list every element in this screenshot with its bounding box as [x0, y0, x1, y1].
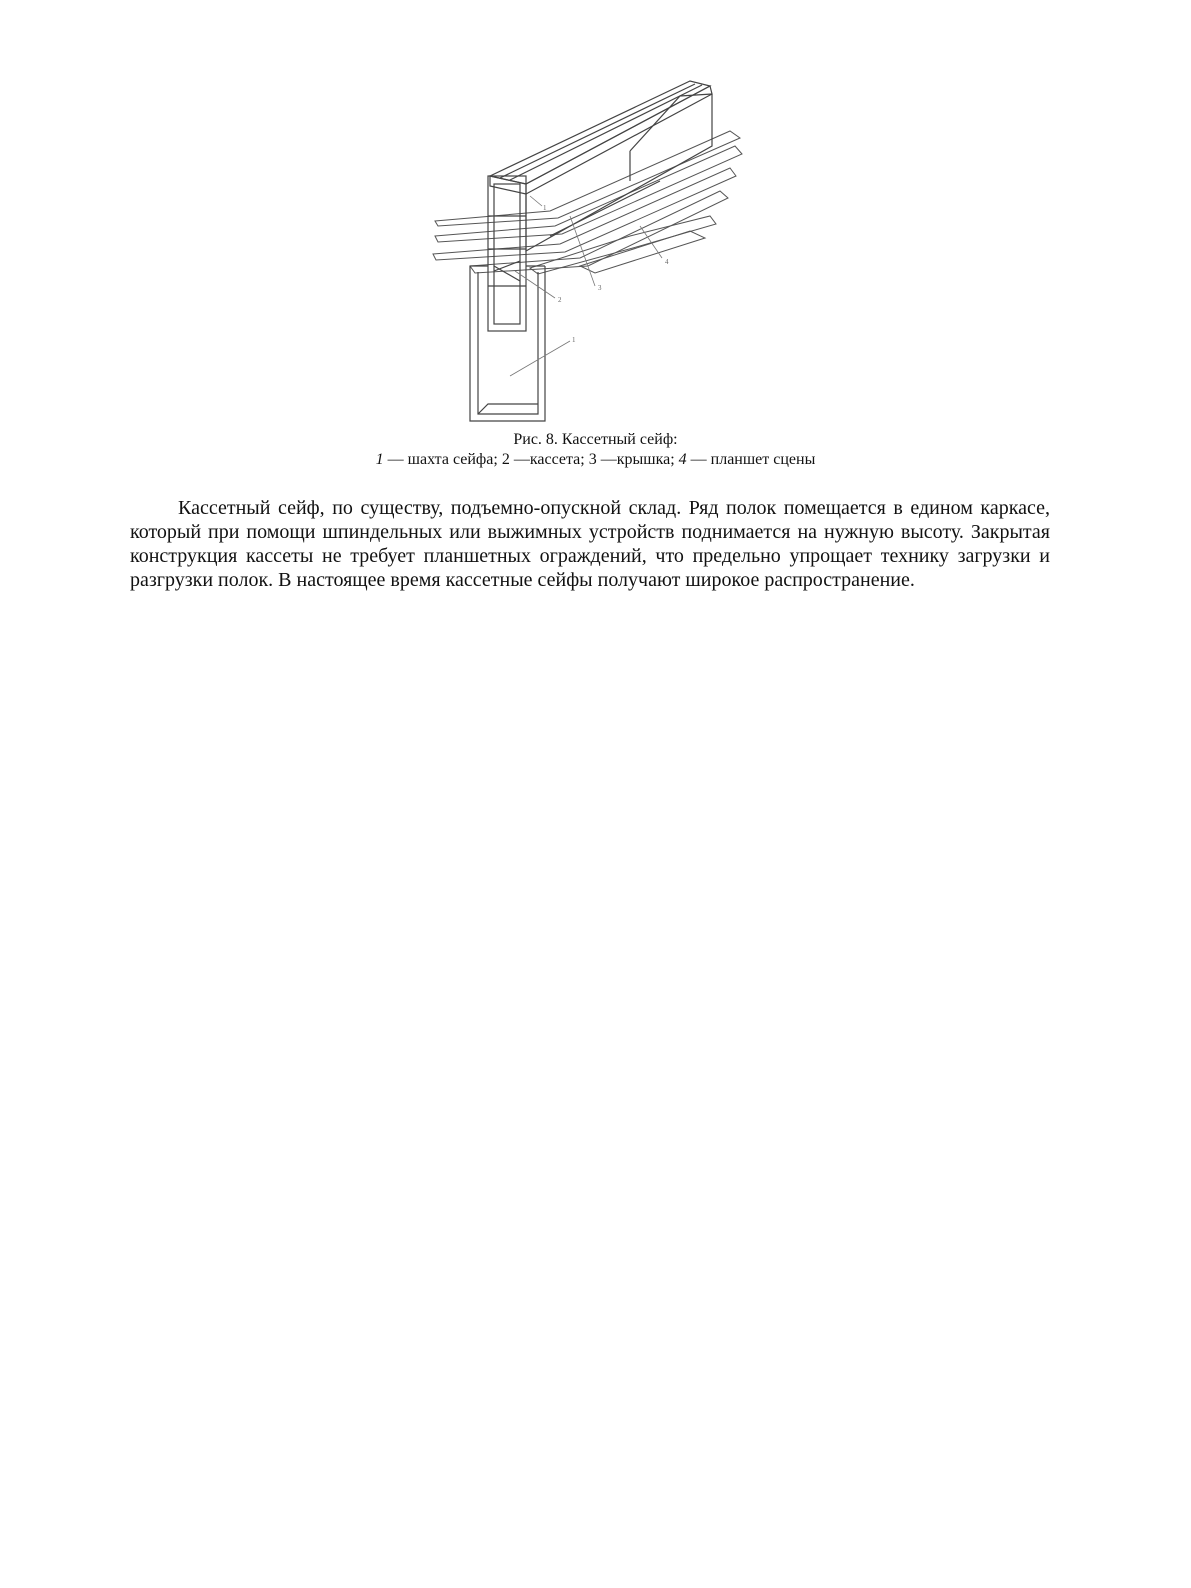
cassette-safe-drawing	[430, 76, 760, 432]
safe-shaft	[470, 266, 545, 421]
legend-sep: —	[596, 451, 617, 468]
figure-caption-legend	[0, 450, 1191, 470]
legend-num-4: 4	[678, 451, 687, 468]
cassette-frame	[488, 176, 526, 331]
legend-num-3: 3	[588, 451, 597, 468]
label-mark: 3	[598, 284, 602, 292]
legend-sep: —	[509, 451, 530, 468]
label-mark: 1	[572, 336, 576, 344]
label-mark: 1	[543, 204, 547, 212]
legend-text-1: шахта сейфа;	[407, 451, 502, 468]
stage-planks	[433, 131, 742, 274]
legend-text-2: кассета;	[529, 451, 589, 468]
cassette-safe-figure	[430, 76, 760, 432]
legend-num-1: 1	[375, 451, 384, 468]
body-paragraph: Кассетный сейф, по существу, подъемно-опускной склад. Ряд полок помещается в едином каркасе, который при помощи шпиндельных или выжимных устройств поднимается на нужную высоту. Закрытая конструкция кассеты не требует планшетных ограждений, что предельно упрощает технику загрузки и разгрузки полок. В настоящее время кассетные сейфы получают широкое распространение.	[130, 497, 1050, 591]
legend-sep: —	[686, 451, 711, 468]
legend-num-2: 2	[501, 451, 510, 468]
figure-caption-title: Рис. 8. Кассетный сейф:	[513, 431, 678, 448]
label-mark: 2	[558, 296, 562, 304]
legend-sep: —	[383, 451, 408, 468]
legend-text-3: крышка;	[616, 451, 679, 468]
legend-text-4: планшет сцены	[710, 451, 816, 468]
label-mark: 4	[665, 258, 669, 266]
